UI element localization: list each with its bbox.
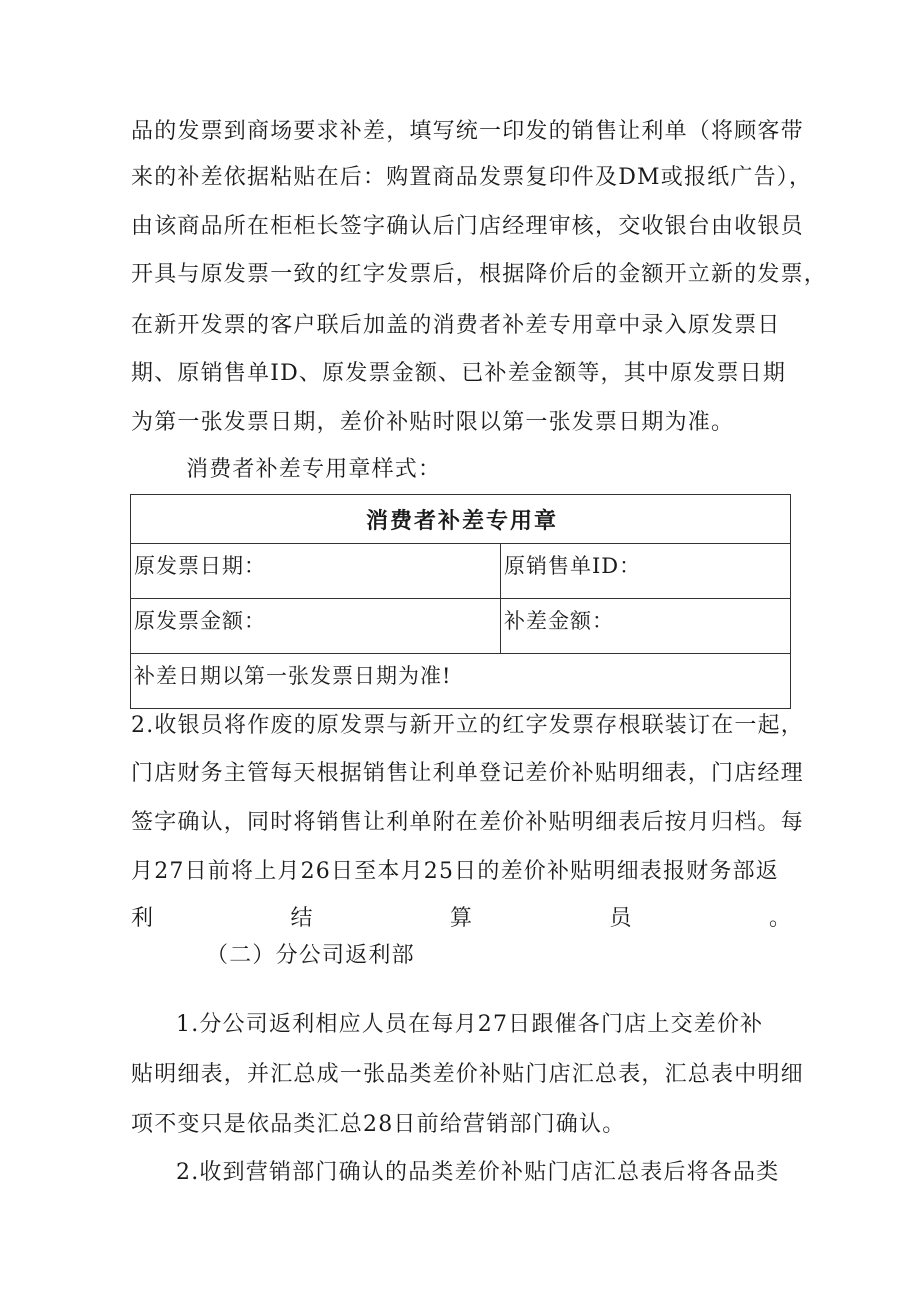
original-invoice-amount-cell: 原发票金额：: [131, 599, 501, 654]
text-line: 1.分公司返利相应人员在每月27日跟催各门店上交差价补: [176, 1012, 764, 1037]
text-line: 由该商品所在柜柜长签字确认后门店经理审核，交收银台由收银员: [131, 214, 804, 239]
word: 结: [290, 906, 313, 931]
original-sales-id-cell: 原销售单ID：: [501, 544, 791, 599]
text-line: 签字确认，同时将销售让利单附在差价补贴明细表后按月归档。每: [131, 810, 804, 835]
word: 算: [449, 906, 472, 931]
text-line: 品的发票到商场要求补差，填写统一印发的销售让利单（将顾客带: [131, 119, 804, 144]
text-line: 2.收银员将作废的原发票与新开立的红字发票存根联装订在一起，: [131, 713, 804, 738]
stamp-intro: 消费者补差专用章样式：: [186, 457, 442, 482]
word: 利: [131, 906, 154, 931]
word: 。: [768, 906, 791, 931]
text-line: 门店财务主管每天根据销售让利单登记差价补贴明细表，门店经理: [131, 761, 804, 786]
text-line: 在新开发票的客户联后加盖的消费者补差专用章中录入原发票日: [131, 313, 781, 338]
stamp-template-table: [130, 494, 791, 709]
text-line: 贴明细表，并汇总成一张品类差价补贴门店汇总表，汇总表中明细: [131, 1062, 804, 1087]
subsidy-amount-cell: 补差金额：: [501, 599, 791, 654]
stamp-title: 消费者补差专用章: [131, 495, 791, 544]
text-line: 2.收到营销部门确认的品类差价补贴门店汇总表后将各品类: [176, 1160, 780, 1185]
section-heading: （二）分公司返利部: [206, 943, 415, 968]
text-line: 项不变只是依品类汇总28日前给营销部门确认。: [131, 1112, 626, 1137]
text-line: 期、原销售单ID、原发票金额、已补差金额等，其中原发票日期: [131, 361, 787, 386]
justified-line: [131, 904, 791, 934]
text-line: 为第一张发票日期，差价补贴时限以第一张发票日期为准。: [131, 410, 735, 435]
text-line: 月27日前将上月26日至本月25日的差价补贴明细表报财务部返: [131, 859, 779, 884]
stamp-note-cell: 补差日期以第一张发票日期为准!: [131, 654, 791, 709]
word: 员: [609, 906, 632, 931]
text-line: 来的补差依据粘贴在后：购置商品发票复印件及DM或报纸广告），: [131, 165, 813, 190]
original-invoice-date-cell: 原发票日期：: [131, 544, 501, 599]
text-line: 开具与原发票一致的红字发票后，根据降价后的金额开立新的发票，: [131, 262, 828, 287]
